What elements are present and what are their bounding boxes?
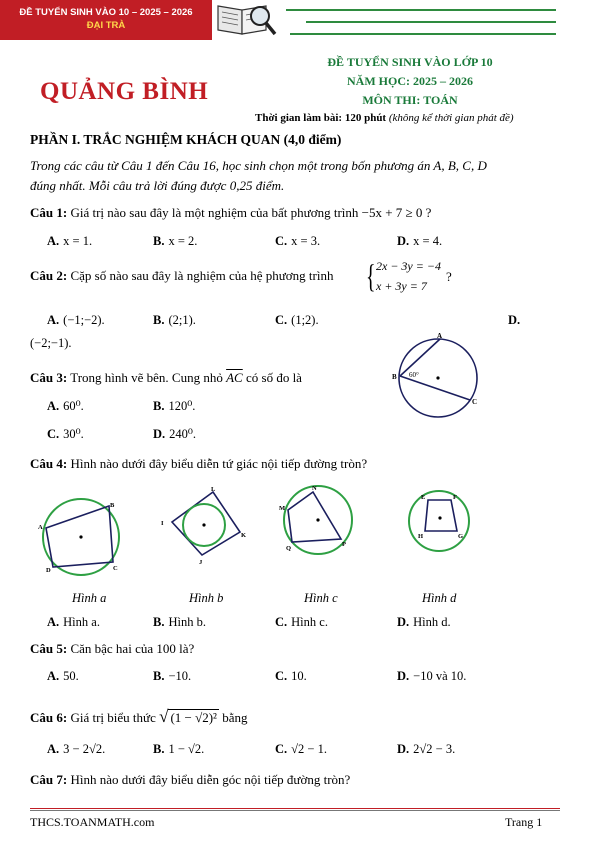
q3-label-c: C: [472, 398, 478, 406]
q4c-label-q: Q: [286, 545, 292, 552]
q5-letter-b: B.: [153, 669, 165, 683]
q4b-label-j: J: [199, 559, 203, 566]
q6-option-d-text: 2√2 − 3.: [413, 742, 456, 756]
q3-text-a: Trong hình vẽ bên. Cung nhỏ: [70, 370, 223, 385]
q1-letter-c: C.: [275, 234, 288, 248]
exam-time-bold: Thời gian làm bài: 120 phút: [255, 112, 387, 124]
q4-option-b[interactable]: [153, 615, 206, 630]
q4-option-c[interactable]: [275, 615, 328, 630]
header-rule-2: [306, 21, 556, 23]
q4-figure-d: [403, 485, 483, 565]
q2-option-b[interactable]: [153, 313, 196, 328]
q3-circle-figure: [390, 330, 490, 430]
q3-letter-d: D.: [153, 427, 166, 441]
q4-figure-c: [278, 482, 368, 567]
q4a-label-a: A: [38, 524, 43, 531]
q1-text: Giá trị nào sau đây là một nghiệm của bất phương trình −5x + 7 ≥ 0 ?: [70, 205, 432, 220]
q3-label-b: B: [392, 373, 397, 381]
q3-letter-c: C.: [47, 427, 60, 441]
section1-title: PHẦN I. TRẮC NGHIỆM KHÁCH QUAN (4,0 điểm): [30, 132, 342, 147]
q2-option-d[interactable]: [508, 313, 524, 328]
q5-letter-a: A.: [47, 669, 60, 683]
q3-stem: [30, 370, 302, 386]
q5-option-d[interactable]: [397, 669, 466, 684]
q5-option-c-text: 10.: [291, 669, 307, 683]
section1-intro-line2: đúng nhất. Mỗi câu trả lời đúng được 0,25 điểm.: [30, 178, 285, 193]
q3-angle-label: 60°: [409, 371, 419, 379]
q4-figure-a-name: Hình a: [72, 591, 107, 605]
q4-figure-c-name: Hình c: [304, 591, 338, 605]
exam-time-note: (không kể thời gian phát đề): [388, 112, 514, 124]
q1-stem: [30, 205, 431, 221]
book-magnifier-icon: [212, 0, 282, 42]
q3-option-d-text: 240⁰.: [169, 427, 197, 441]
exam-title: ĐỀ TUYỂN SINH VÀO LỚP 10: [327, 55, 493, 69]
q2-option-c[interactable]: [275, 313, 319, 328]
q4-figure-b: [158, 488, 248, 573]
q6-option-a-text: 3 − 2√2.: [63, 742, 106, 756]
q6-expression: (1 − √2)²: [170, 710, 217, 725]
q5-letter-c: C.: [275, 669, 288, 683]
q5-letter-d: D.: [397, 669, 410, 683]
q2-option-a[interactable]: [47, 313, 105, 328]
q4b-label-k: K: [241, 532, 247, 539]
q1-option-b[interactable]: [153, 234, 197, 249]
q4-figure-d-name: Hình d: [422, 591, 457, 605]
q4-option-b-text: Hình b.: [168, 615, 206, 629]
q3-chord-bc: [400, 376, 470, 400]
header-badge-text: [0, 6, 212, 32]
q1-option-a-text: x = 1.: [63, 234, 93, 248]
q4a-label-d: D: [46, 567, 51, 574]
q1-option-d[interactable]: [397, 234, 442, 249]
q6-text-b: bằng: [222, 710, 248, 725]
q3-text-b: có số đo là: [245, 370, 302, 385]
q4d-label-h: H: [418, 533, 424, 540]
q3-option-b[interactable]: [153, 398, 195, 414]
section1-intro-line1: Trong các câu từ Câu 1 đến Câu 16, học sinh chọn một trong bốn phương án A, B, C, D: [30, 158, 487, 173]
q1-option-c[interactable]: [275, 234, 320, 249]
q5-stem: [30, 641, 194, 657]
q4-option-d-text: Hình d.: [413, 615, 451, 629]
q2-letter-d: D.: [508, 313, 521, 327]
q6-option-c[interactable]: [275, 742, 327, 757]
q6-option-a[interactable]: [47, 742, 105, 757]
q7-text: Hình nào dưới đây biểu diễn góc nội tiếp đường tròn?: [70, 772, 351, 787]
q3-option-a-text: 60⁰.: [63, 399, 84, 413]
q3-option-d[interactable]: [153, 426, 196, 442]
q3-chord-ba: [400, 339, 440, 376]
q5-option-d-text: −10 và 10.: [413, 669, 467, 683]
q2-option-a-text: (−1;−2).: [63, 313, 105, 327]
q2-letter-c: C.: [275, 313, 288, 327]
q3-letter-a: A.: [47, 399, 60, 413]
q5-option-b[interactable]: [153, 669, 191, 684]
q1-letter-b: B.: [153, 234, 165, 248]
q4-letter-b: B.: [153, 615, 165, 629]
q4-option-c-text: Hình c.: [291, 615, 328, 629]
q4-stem: [30, 456, 367, 472]
q2-brace: {: [366, 259, 376, 295]
q1-letter-d: D.: [397, 234, 410, 248]
q2-qmark: ?: [446, 269, 452, 284]
q4-letter-c: C.: [275, 615, 288, 629]
footer-rule-shadow: [30, 810, 560, 811]
q4a-label-c: C: [113, 565, 118, 572]
q4b-label-l: L: [211, 486, 216, 493]
q4-label: Câu 4:: [30, 456, 68, 471]
header-rule-3: [290, 33, 556, 35]
q4-letter-a: A.: [47, 615, 60, 629]
q2-letter-b: B.: [153, 313, 165, 327]
q5-option-a[interactable]: [47, 669, 79, 684]
q4c-label-p: P: [342, 541, 346, 548]
q2-option-c-text: (1;2).: [291, 313, 319, 327]
q4-letter-d: D.: [397, 615, 410, 629]
q4a-label-b: B: [110, 502, 115, 509]
q5-option-c[interactable]: [275, 669, 307, 684]
school-year: NĂM HỌC: 2025 – 2026: [347, 74, 473, 88]
q2-text: Cặp số nào sau đây là nghiệm của hệ phương trình: [70, 268, 334, 283]
q4d-label-f: F: [453, 494, 457, 501]
header-badge-line1: ĐỀ TUYỂN SINH VÀO 10 – 2025 – 2026: [19, 7, 193, 18]
q6-option-d[interactable]: [397, 742, 455, 757]
q3-label: Câu 3:: [30, 370, 68, 385]
q6-letter-c: C.: [275, 742, 288, 756]
q6-option-c-text: √2 − 1.: [291, 742, 327, 756]
footer-page-number: Trang 1: [505, 815, 543, 829]
header-badge-line2: ĐẠI TRÀ: [86, 20, 126, 31]
footer-site[interactable]: THCS.TOANMATH.com: [30, 815, 155, 829]
q3-arc: $\overline{AC}$: [226, 370, 243, 385]
q5-text: Căn bậc hai của 100 là?: [70, 641, 195, 656]
q3-option-c[interactable]: [47, 426, 84, 442]
q2-system-line1: 2x − 3y = −4: [376, 259, 441, 273]
q3-label-a: A: [437, 332, 443, 340]
q3-letter-b: B.: [153, 399, 165, 413]
q2-system-line2: x + 3y = 7: [376, 279, 427, 293]
q4-option-d[interactable]: [397, 615, 451, 630]
q6-letter-d: D.: [397, 742, 410, 756]
q1-letter-a: A.: [47, 234, 60, 248]
q4-figure-a: [36, 495, 126, 580]
q4-text: Hình nào dưới đây biểu diễn tứ giác nội tiếp đường tròn?: [70, 456, 368, 471]
q6-letter-a: A.: [47, 742, 60, 756]
q1-label: Câu 1:: [30, 205, 68, 220]
q4d-label-e: E: [421, 494, 426, 501]
q4d-label-g: G: [458, 533, 464, 540]
q2-option-b-text: (2;1).: [168, 313, 196, 327]
q6-sqrt-sign: √: [159, 707, 169, 726]
province-title: QUẢNG BÌNH: [40, 78, 209, 105]
q3-option-b-text: 120⁰.: [168, 399, 196, 413]
q6-option-b[interactable]: [153, 742, 204, 757]
q1-option-d-text: x = 4.: [413, 234, 443, 248]
q2-option-d-text: (−2;−1).: [30, 336, 72, 350]
q2-letter-a: A.: [47, 313, 60, 327]
q5-label: Câu 5:: [30, 641, 68, 656]
q2-stem: [30, 268, 333, 284]
q4c-label-n: N: [312, 485, 317, 492]
q6-text-a: Giá trị biểu thức: [70, 710, 156, 725]
exam-time: [255, 112, 514, 124]
q5-option-b-text: −10.: [168, 669, 192, 683]
q4b-label-i: I: [161, 520, 164, 527]
q3-option-c-text: 30⁰.: [63, 427, 84, 441]
q4-figure-b-name: Hình b: [189, 591, 224, 605]
q6-stem: [30, 707, 248, 727]
q5-option-a-text: 50.: [63, 669, 79, 683]
q1-option-a[interactable]: [47, 234, 92, 249]
q4c-label-m: M: [279, 505, 286, 512]
q2-label: Câu 2:: [30, 268, 68, 283]
q1-option-b-text: x = 2.: [168, 234, 198, 248]
q6-label: Câu 6:: [30, 710, 68, 725]
q3-option-a[interactable]: [47, 398, 84, 414]
q6-option-b-text: 1 − √2.: [168, 742, 205, 756]
q6-letter-b: B.: [153, 742, 165, 756]
q4-option-a-text: Hình a.: [63, 615, 100, 629]
q7-stem: [30, 772, 350, 788]
q7-label: Câu 7:: [30, 772, 68, 787]
q1-option-c-text: x = 3.: [291, 234, 321, 248]
q4-option-a[interactable]: [47, 615, 100, 630]
subject: MÔN THI: TOÁN: [362, 93, 458, 107]
header-rule-1: [286, 9, 556, 11]
